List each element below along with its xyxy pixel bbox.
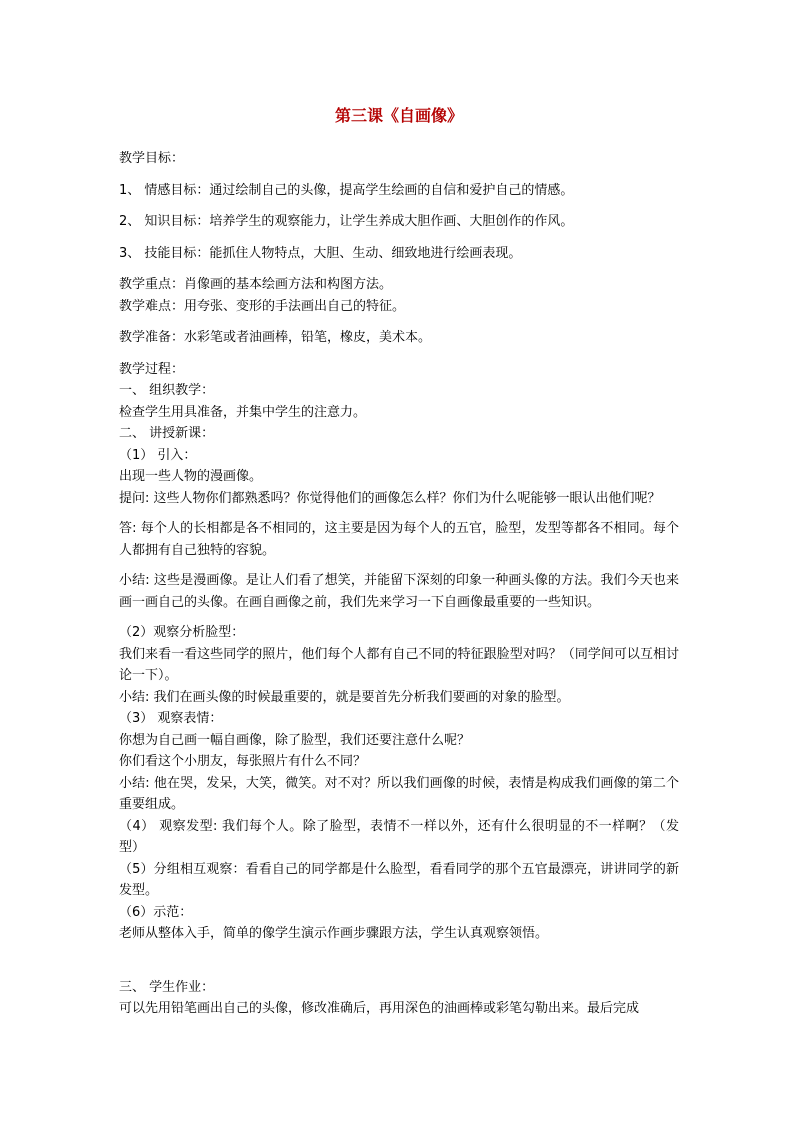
- document-page: [119, 104, 679, 1020]
- paragraph-answer: 答: 每个人的长相都是各不相同的，这主要是因为每个人的五官，脸型，发型等都各不相同。每个人都拥有自己独特的容貌。: [119, 521, 679, 558]
- paragraph-summary-expression: 小结: 他在哭，发呆，大笑，微笑。对不对？所以我们画像的时候，表情是构成我们画像的第二个重要组成。: [119, 775, 679, 812]
- paragraph-difficulty: 教学难点：用夸张、变形的手法画出自己的特征。: [119, 298, 406, 314]
- paragraph-section-two: 二、 讲授新课：: [119, 426, 215, 441]
- paragraph-question: 提问: 这些人物你们都熟悉吗？你觉得他们的画像怎么样？你们为什么呢能够一眼认出他们呢？: [119, 490, 661, 506]
- paragraph-teacher-demo: 老师从整体入手，简单的像学生演示作画步骤跟方法，学生认真观察领悟。: [119, 926, 549, 941]
- paragraph-step-face-shape: （2）观察分析脸型：: [119, 625, 245, 640]
- paragraph-process-heading: 教学过程：: [119, 361, 185, 377]
- paragraph-objective-emotion: 1、 情感目标：通过绘制自己的头像，提高学生绘画的自信和爱护自己的情感。: [119, 182, 574, 198]
- paragraph-objective-skill: 3、 技能目标：能抓住人物特点，大胆、生动、细致地进行绘画表现。: [119, 245, 522, 261]
- paragraph-step-intro: （1） 引入：: [119, 447, 197, 463]
- paragraph-homework: 可以先用铅笔画出自己的头像，修改准确后，再用深色的油画棒或彩笔勾勒出来。最后完成: [119, 1001, 640, 1016]
- paragraph-step-demo: （6）示范：: [119, 904, 193, 920]
- paragraph-step-expression: （3） 观察表情：: [119, 711, 223, 726]
- paragraph-objective-knowledge: 2、 知识目标：培养学生的观察能力，让学生养成大胆作画、大胆创作的作风。: [119, 214, 574, 229]
- paragraph-summary-caricature: 小结: 这些是漫画像。是让人们看了想笑，并能留下深刻的印象一种画头像的方法。我们今天也来画一画自己的头像。在画自画像之前，我们先来学习一下自画像最重要的一些知识。: [119, 573, 679, 610]
- paragraph-section-three: 三、 学生作业：: [119, 979, 215, 995]
- paragraph-section-one: 一、 组织教学：: [119, 383, 215, 398]
- paragraph-step-group-observe: （5）分组相互观察：看看自己的同学都是什么脸型，看看同学的那个五官最漂亮，讲讲同学的新发型。: [119, 861, 679, 898]
- paragraph-preparation: 教学准备：水彩笔或者油画棒，铅笔，橡皮，美术本。: [119, 330, 432, 345]
- paragraph-show-caricatures: 出现一些人物的漫画像。: [119, 469, 263, 484]
- paragraph-key-point: 教学重点：肖像画的基本绘画方法和构图方法。: [119, 277, 393, 292]
- paragraph-expression-question: 你想为自己画一幅自画像，除了脸型，我们还要注意什么呢？: [119, 732, 471, 748]
- paragraph-check-tools: 检查学生用具准备，并集中学生的注意力。: [119, 404, 367, 420]
- paragraph-expression-photos: 你们看这个小朋友，每张照片有什么不同？: [119, 754, 367, 769]
- paragraph-face-shape-discussion: 我们来看一看这些同学的照片，他们每个人都有自己不同的特征跟脸型对吗？（同学间可以互相讨论一下）。: [119, 646, 679, 683]
- document-title: 第三课《自画像》: [334, 106, 463, 125]
- paragraph-step-hairstyle: （4） 观察发型: 我们每个人。除了脸型，表情不一样以外，还有什么很明显的不一样啊？（发型）: [119, 818, 679, 855]
- paragraph-objectives-heading: 教学目标：: [119, 151, 185, 166]
- paragraph-summary-face-shape: 小结: 我们在画头像的时候最重要的，就是要首先分析我们要画的对象的脸型。: [119, 689, 570, 705]
